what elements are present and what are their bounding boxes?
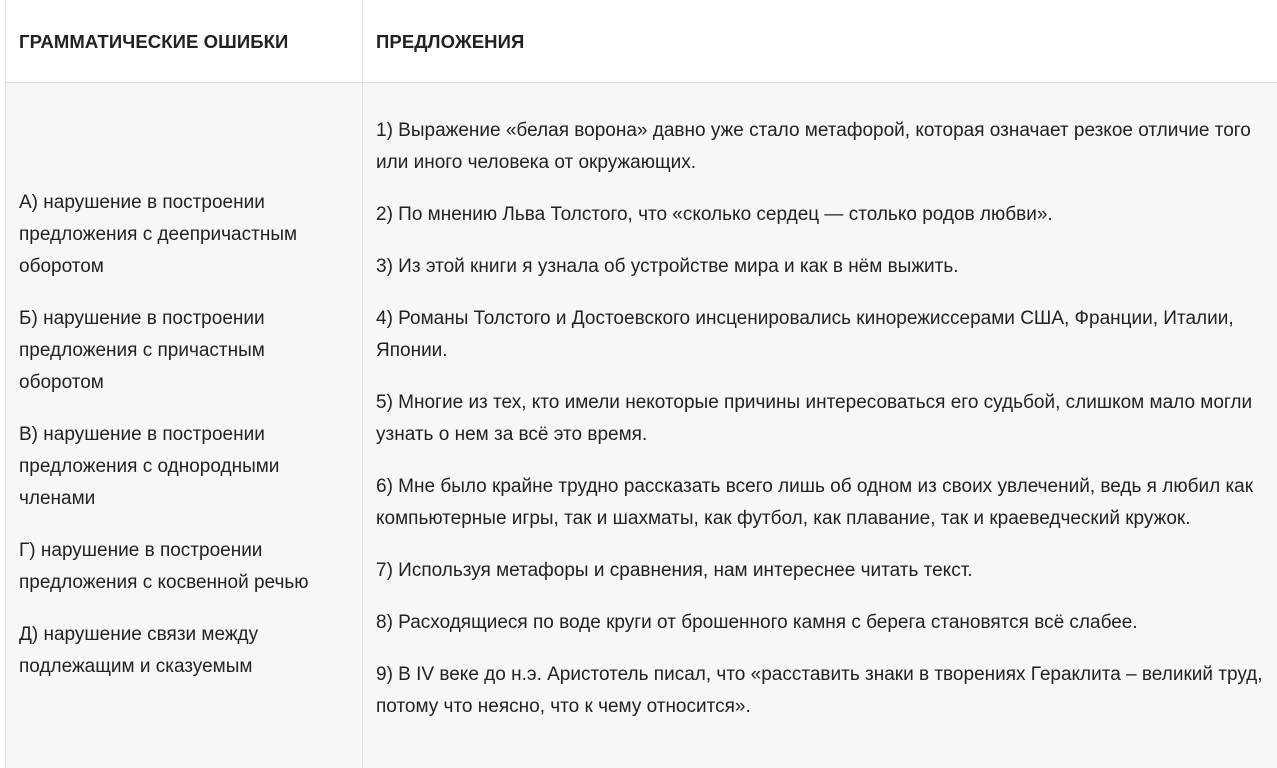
sentence-5: 5) Многие из тех, кто имели некоторые причины интересоваться его судьбой, слишком мало могли узнать о нем за всё это время.	[376, 392, 1253, 445]
header-grammatical-errors: ГРАММАТИЧЕСКИЕ ОШИБКИ	[19, 30, 289, 52]
matching-table	[5, 0, 1277, 768]
error-item-d: Д) нарушение связи между подлежащим и сказуемым	[19, 624, 259, 677]
sentence-3: 3) Из этой книги я узнала об устройстве мира и как в нём выжить.	[376, 256, 959, 277]
sentence-9: 9) В IV веке до н.э. Аристотель писал, что «расставить знаки в творениях Гераклита – великий труд, потому что неясно, что к чему относится».	[376, 664, 1263, 717]
error-item-b: Б) нарушение в построении предложения с причастным оборотом	[19, 308, 265, 393]
header-sentences: ПРЕДЛОЖЕНИЯ	[376, 30, 525, 52]
sentences-cell	[376, 115, 1276, 743]
table-header-row	[6, 0, 1277, 83]
sentence-6: 6) Мне было крайне трудно рассказать всего лишь об одном из своих увлечений, ведь я любил как компьютерные игры, так и шахматы, как футбол, как плавание, так и краеведческий кружок.	[376, 476, 1254, 529]
sentence-8: 8) Расходящиеся по воде круги от брошенного камня с берега становятся всё слабее.	[376, 612, 1138, 633]
sentence-4: 4) Романы Толстого и Достоевского инсценировались кинорежиссерами США, Франции, Италии, Японии.	[376, 308, 1234, 361]
error-item-a: А) нарушение в построении предложения с деепричастным оборотом	[19, 192, 298, 277]
error-item-v: В) нарушение в построении предложения с однородными членами	[19, 424, 280, 509]
sentence-7: 7) Используя метафоры и сравнения, нам интереснее читать текст.	[376, 560, 973, 581]
column-divider	[362, 0, 363, 768]
sentence-2: 2) По мнению Льва Толстого, что «сколько сердец — столько родов любви».	[376, 204, 1053, 225]
sentence-1: 1) Выражение «белая ворона» давно уже стало метафорой, которая означает резкое отличие того или иного человека от окружающих.	[376, 120, 1251, 173]
errors-cell	[19, 187, 349, 703]
error-item-g: Г) нарушение в построении предложения с косвенной речью	[19, 540, 309, 593]
